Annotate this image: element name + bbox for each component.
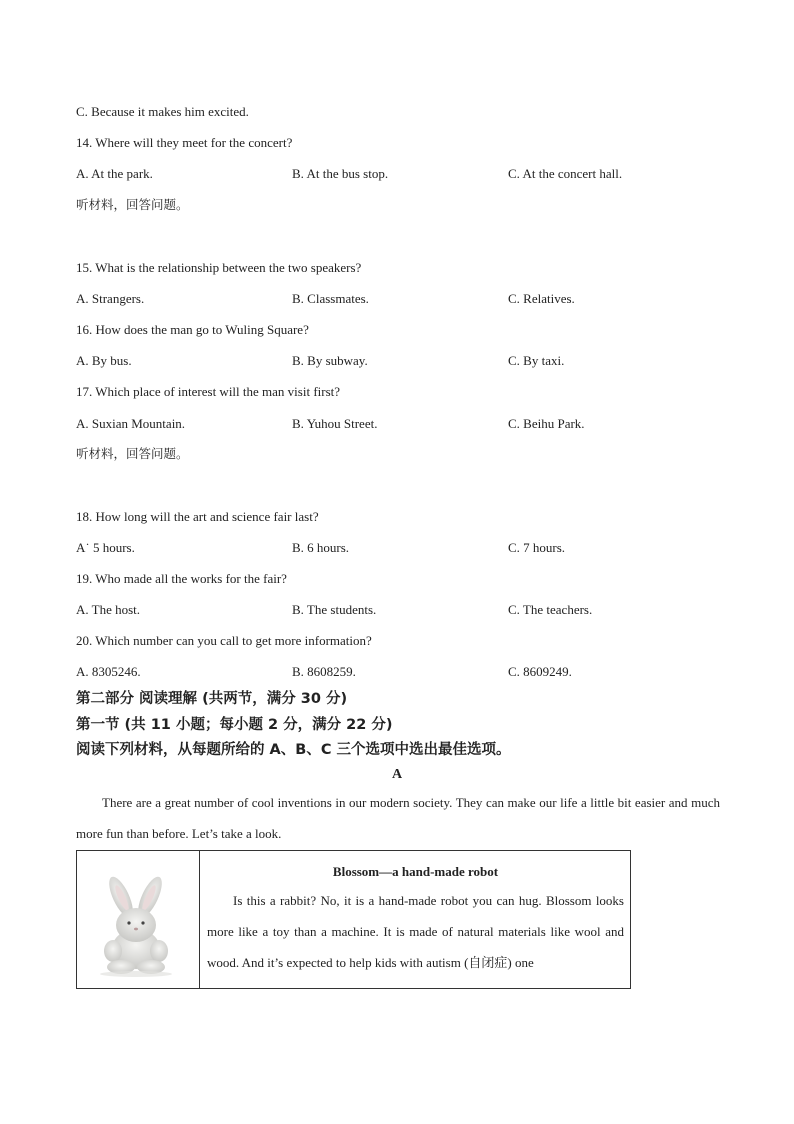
question-16: 16. How does the man go to Wuling Square? bbox=[76, 322, 309, 337]
rabbit-robot-image bbox=[77, 851, 199, 984]
card-title: Blossom—a hand-made robot bbox=[332, 864, 499, 879]
option-a: A. At the park. bbox=[76, 166, 153, 181]
option-b: B. Yuhou Street. bbox=[292, 416, 378, 431]
question-15: 15. What is the relationship between the two speakers? bbox=[76, 260, 362, 275]
option-line: C. Because it makes him excited. bbox=[76, 104, 249, 119]
question-17: 17. Which place of interest will the man visit first? bbox=[76, 384, 341, 399]
invention-card bbox=[76, 850, 631, 989]
option-c: C. Relatives. bbox=[508, 291, 575, 306]
option-c: C. 8609249. bbox=[508, 664, 572, 679]
option-a: A˙ 5 hours. bbox=[76, 540, 135, 555]
robot-image-cell bbox=[77, 851, 200, 989]
option-b: B. 8608259. bbox=[292, 664, 356, 679]
card-body: Is this a rabbit? No, it is a hand-made robot you can hug. Blossom looks more like a toy than a machine. It is made of natural materials like wool and wood. And it’s expected to help kids with autism (自闭症) one bbox=[207, 893, 624, 970]
question-19: 19. Who made all the works for the fair? bbox=[76, 571, 287, 586]
option-c: C. Beihu Park. bbox=[508, 416, 585, 431]
option-b: B. Classmates. bbox=[292, 291, 369, 306]
option-a: A. By bus. bbox=[76, 353, 132, 368]
reading-instruction: 阅读下列材料，从每题所给的 A、B、C 三个选项中选出最佳选项。 bbox=[76, 742, 511, 758]
option-b: B. 6 hours. bbox=[292, 540, 350, 555]
subsection-heading: 第一节 (共 11 小题；每小题 2 分，满分 22 分) bbox=[76, 717, 393, 733]
option-a: A. 8305246. bbox=[76, 664, 141, 679]
intro-paragraph: There are a great number of cool inventions in our modern society. They can make our life a little bit easier and much more fun than before. Let’s take a look. bbox=[76, 795, 720, 841]
instruction: 听材料，回答问题。 bbox=[76, 446, 189, 461]
question-18: 18. How long will the art and science fair last? bbox=[76, 509, 319, 524]
question-20: 20. Which number can you call to get more information? bbox=[76, 633, 372, 648]
option-b: B. The students. bbox=[292, 602, 377, 617]
option-a: A. Suxian Mountain. bbox=[76, 416, 186, 431]
option-c: C. At the concert hall. bbox=[508, 166, 623, 181]
option-a: A. The host. bbox=[76, 602, 141, 617]
option-b: B. By subway. bbox=[292, 353, 368, 368]
option-b: B. At the bus stop. bbox=[292, 166, 389, 181]
instruction: 听材料，回答问题。 bbox=[76, 197, 189, 212]
question-14: 14. Where will they meet for the concert? bbox=[76, 135, 293, 150]
card-text-cell bbox=[200, 851, 631, 989]
option-c: C. 7 hours. bbox=[508, 540, 566, 555]
option-a: A. Strangers. bbox=[76, 291, 145, 306]
section-heading: 第二部分 阅读理解 (共两节，满分 30 分) bbox=[76, 691, 348, 707]
passage-label: A bbox=[391, 767, 403, 782]
option-c: C. By taxi. bbox=[508, 353, 565, 368]
option-c: C. The teachers. bbox=[508, 602, 593, 617]
